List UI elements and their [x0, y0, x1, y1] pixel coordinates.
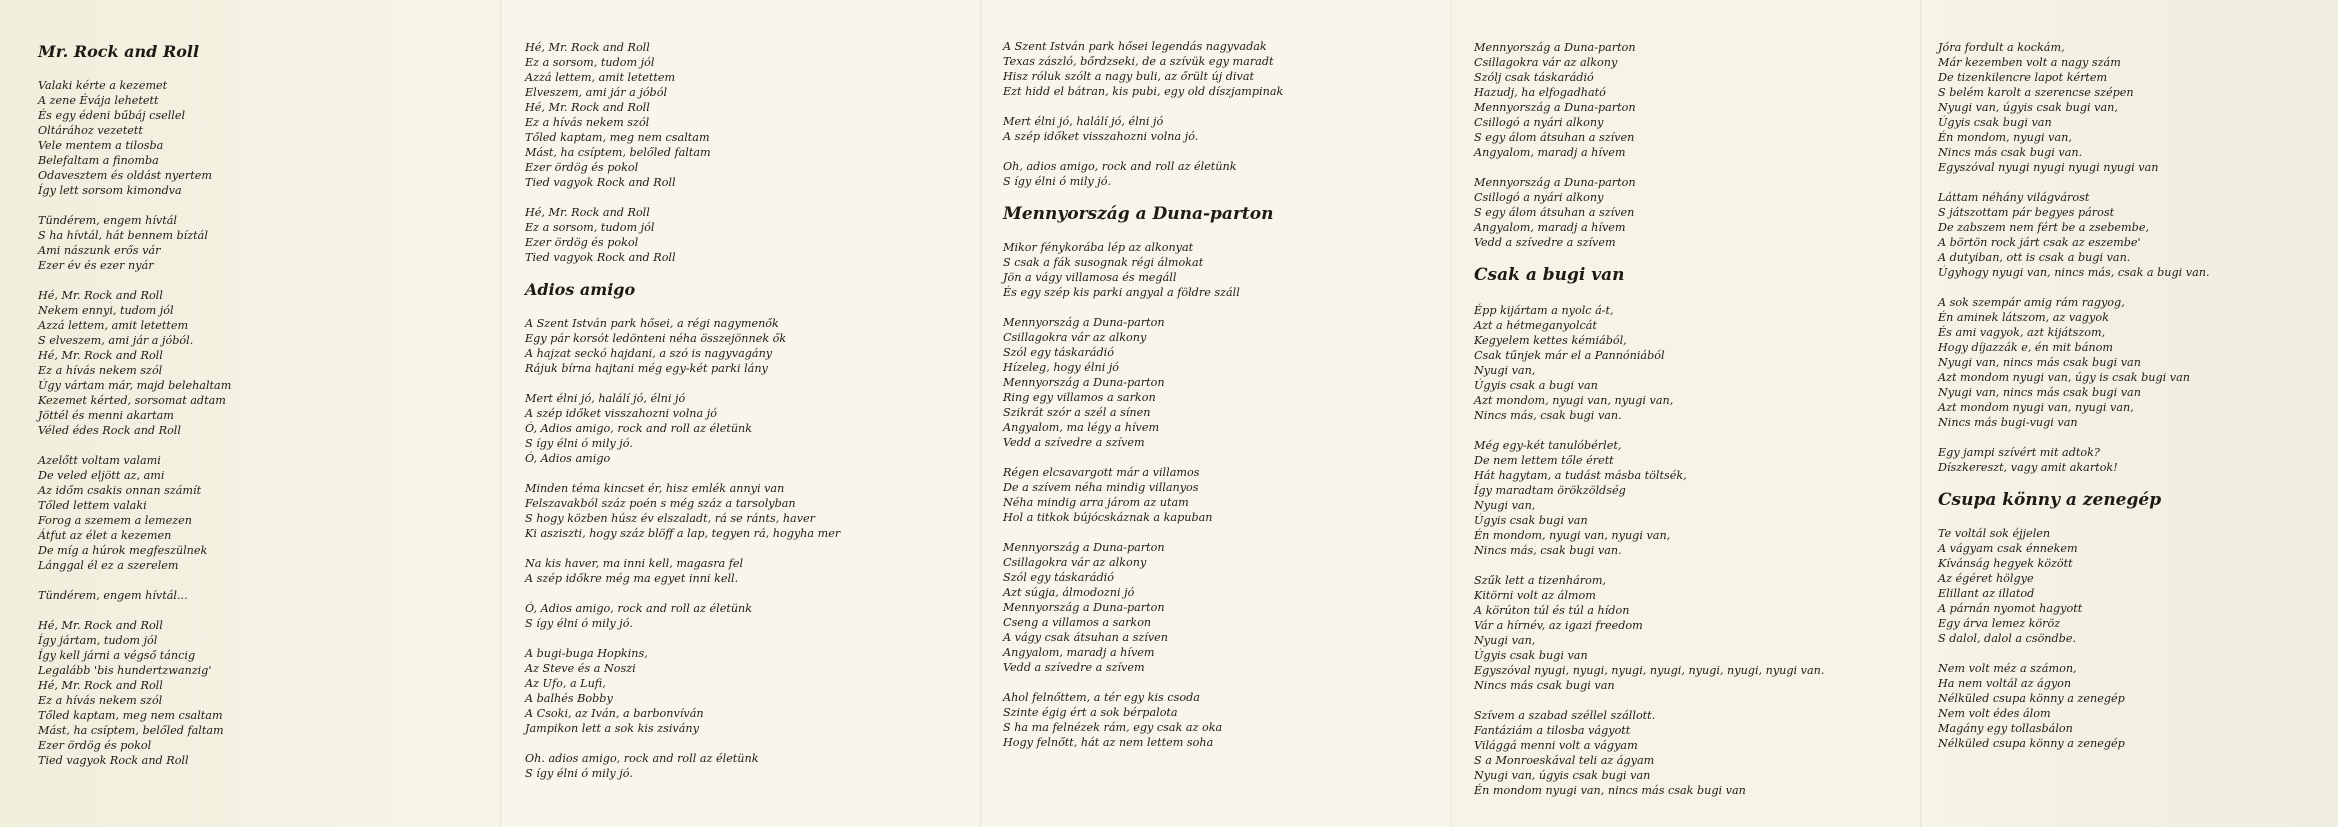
lyric-line: Véled édes Rock and Roll	[38, 424, 181, 437]
lyric-line: Nincs más csak bugi van	[1474, 679, 1615, 692]
lyric-line: Na kis haver, ma inni kell, magasra fel	[525, 557, 744, 570]
lyric-line: S így élni ó mily jó.	[525, 767, 633, 780]
lyric-line: És egy szép kis parki angyal a földre száll	[1003, 286, 1240, 299]
lyric-line: Csillagokra vár az alkony	[1474, 56, 1618, 69]
lyric-line: S így élni ó mily jó.	[525, 617, 633, 630]
lyric-line: Azt a hétmeganyolcát	[1474, 319, 1597, 332]
lyric-line: S ha ma felnézek rám, egy csak az oka	[1003, 721, 1223, 734]
lyric-line: S egy álom átsuhan a szíven	[1474, 131, 1635, 144]
lyric-line: Úgyis csak a bugi van	[1474, 379, 1598, 392]
lyric-line: Úgyhogy nyugi van, nincs más, csak a bugi van.	[1938, 266, 2210, 279]
stanza	[525, 205, 840, 265]
lyric-line: S a Monroeskával teli az ágyam	[1474, 754, 1655, 767]
lyric-line: Ez a hívás nekem szól	[38, 694, 163, 707]
stanza	[1003, 315, 1283, 450]
lyric-line: Hé, Mr. Rock and Roll	[525, 206, 650, 219]
lyric-line: Mennyország a Duna-parton	[1003, 376, 1165, 389]
lyric-line: Azt mondom nyugi van, nyugi van,	[1938, 401, 2134, 414]
stanza	[1474, 573, 1824, 693]
lyrics-block	[1938, 40, 2210, 475]
lyric-line: Fantáziám a tilosba vágyott	[1474, 724, 1631, 737]
lyric-line: A körúton túl és túl a hídon	[1474, 604, 1630, 617]
lyric-line: Hazudj, ha elfogadható	[1474, 86, 1606, 99]
column-5	[1938, 40, 2210, 766]
stanza	[1938, 526, 2210, 646]
lyric-line: Tündérem, engem hívtál...	[38, 589, 188, 602]
stanza	[38, 588, 231, 603]
lyric-line: Azt mondom nyugi van, úgy is csak bugi van	[1938, 371, 2190, 384]
lyric-line: A Szent István park hősei legendás nagyvadak	[1003, 40, 1267, 53]
stanza	[525, 646, 840, 736]
lyric-line: Azt súgja, álmodozni jó	[1003, 586, 1135, 599]
lyric-line: De a szívem néha mindig villanyos	[1003, 481, 1199, 494]
lyric-line: A börtön rock járt csak az eszembe'	[1938, 236, 2141, 249]
lyric-line: Vedd a szívedre a szívem	[1474, 236, 1616, 249]
lyric-line: Ring egy villamos a sarkon	[1003, 391, 1156, 404]
stanza	[1003, 465, 1283, 525]
lyric-line: Hol a titkok bújócskáznak a kapuban	[1003, 511, 1213, 524]
lyrics-block	[1474, 40, 1824, 250]
lyric-line: Nélküled csupa könny a zenegép	[1938, 692, 2125, 705]
stanza	[38, 213, 231, 273]
lyric-line: Nyugi van, nincs más csak bugi van	[1938, 356, 2141, 369]
lyric-line: Magány egy tollasbálon	[1938, 722, 2073, 735]
lyric-line: Azzá lettem, amit letettem	[525, 71, 676, 84]
lyric-line: Nem volt méz a számon,	[1938, 662, 2077, 675]
lyric-line: Nincs más csak bugi van.	[1938, 146, 2083, 159]
lyric-line: Így jártam, tudom jól	[38, 634, 158, 647]
lyric-line: Ez a hívás nekem szól	[525, 116, 650, 129]
column-1	[38, 42, 231, 783]
stanza	[1474, 438, 1824, 558]
lyric-line: Jóra fordult a kockám,	[1938, 41, 2065, 54]
lyric-line: Jöttél és menni akartam	[38, 409, 174, 422]
lyric-line: Nyugi van, úgyis csak bugi van	[1474, 769, 1651, 782]
lyric-line: Legalább 'bis hundertzwanzig'	[38, 664, 212, 677]
lyric-line: Tündérem, engem hívtál	[38, 214, 177, 227]
lyric-line: Díszkereszt, vagy amit akartok!	[1938, 461, 2118, 474]
lyric-line: Én mondom, nyugi van, nyugi van,	[1474, 529, 1671, 542]
lyric-line: Mert élni jó, halálí jó, élni jó	[1003, 115, 1164, 128]
lyric-line: Egy pár korsót ledönteni néha összejönnek ők	[525, 332, 787, 345]
lyric-line: Úgyis csak bugi van	[1474, 649, 1588, 662]
lyric-line: Tied vagyok Rock and Roll	[38, 754, 189, 767]
lyric-line: S belém karolt a szerencse szépen	[1938, 86, 2134, 99]
song-title-mr-rock-and-roll: Mr. Rock and Roll	[38, 42, 200, 61]
song-title-mennyorszag: Mennyország a Duna-parton	[1003, 204, 1274, 224]
lyric-line: Hé, Mr. Rock and Roll	[38, 679, 163, 692]
lyric-line: Angyalom, ma légy a hívem	[1003, 421, 1160, 434]
lyrics-block	[525, 316, 840, 781]
lyric-line: Mennyország a Duna-parton	[1474, 41, 1636, 54]
lyric-line: S így élni ó mily jó.	[1003, 175, 1111, 188]
stanza	[38, 453, 231, 573]
lyric-line: Hízeleg, hogy élni jó	[1003, 361, 1120, 374]
lyric-line: Ezer ördög és pokol	[38, 739, 152, 752]
lyric-line: A zene Évája lehetett	[38, 94, 159, 107]
lyric-line: De tizenkilencre lapot kértem	[1938, 71, 2108, 84]
lyric-line: S hogy közben húsz év elszaladt, rá se ránts, haver	[525, 512, 816, 525]
lyric-line: Valaki kérte a kezemet	[38, 79, 168, 92]
lyric-line: Szikrát szór a szél a sínen	[1003, 406, 1151, 419]
lyric-line: Én aminek látszom, az vagyok	[1938, 311, 2109, 324]
lyric-line: Az Steve és a Noszi	[525, 662, 636, 675]
lyric-line: Hé, Mr. Rock and Roll	[525, 41, 650, 54]
stanza	[1003, 240, 1283, 300]
lyric-line: Néha mindig arra járom az utam	[1003, 496, 1189, 509]
lyric-line: Nyugi van,	[1474, 499, 1536, 512]
lyric-line: Egy árva lemez köröz	[1938, 617, 2061, 630]
lyric-line: Angyalom, maradj a hívem	[1003, 646, 1155, 659]
lyric-line: Angyalom, maradj a hívem	[1474, 221, 1626, 234]
lyric-line: Vedd a szívedre a szívem	[1003, 661, 1145, 674]
lyric-line: Szinte égig ért a sok bérpalota	[1003, 706, 1178, 719]
lyrics-block	[1938, 526, 2210, 751]
stanza	[1474, 708, 1824, 798]
lyric-line: Ami nászunk erős vár	[38, 244, 161, 257]
lyric-line: Nekem ennyi, tudom jól	[38, 304, 174, 317]
lyric-line: Kezemet kérted, sorsomat adtam	[38, 394, 226, 407]
lyric-line: A bugi-buga Hopkins,	[525, 647, 648, 660]
lyric-line: Mert élni jó, halálí jó, élni jó	[525, 392, 686, 405]
lyric-line: Elveszem, ami jár a jóból	[525, 86, 668, 99]
lyric-line: Ha nem voltál az ágyon	[1938, 677, 2072, 690]
lyric-line: Szólj csak táskarádió	[1474, 71, 1594, 84]
column-3	[1003, 39, 1283, 765]
lyric-line: Nyugi van,	[1474, 634, 1536, 647]
lyric-line: Nyugi van,	[1474, 364, 1536, 377]
lyric-line: Ezer év és ezer nyár	[38, 259, 154, 272]
lyric-line: Hisz róluk szólt a nagy buli, az őrült új divat	[1003, 70, 1254, 83]
lyric-line: A Csoki, az Iván, a barbonvíván	[525, 707, 704, 720]
lyric-line: Úgyis csak bugi van	[1938, 116, 2052, 129]
stanza	[1938, 445, 2210, 475]
lyric-line: Kegyelem kettes kémiából,	[1474, 334, 1627, 347]
lyric-line: Tied vagyok Rock and Roll	[525, 176, 676, 189]
lyric-line: És egy édeni bűbáj csellel	[38, 109, 186, 122]
lyric-line: Úgyis csak bugi van	[1474, 514, 1588, 527]
lyric-line: Azt mondom, nyugi van, nyugi van,	[1474, 394, 1674, 407]
lyric-line: S egy álom átsuhan a szíven	[1474, 206, 1635, 219]
lyric-line: A szép időkre még ma egyet inni kell.	[525, 572, 739, 585]
lyric-line: Nem volt édes álom	[1938, 707, 2051, 720]
lyric-line: S csak a fák susognak régi álmokat	[1003, 256, 1204, 269]
lyric-line: A vágy csak átsuhan a szíven	[1003, 631, 1169, 644]
stanza	[1474, 175, 1824, 250]
lyric-line: Angyalom, maradj a hívem	[1474, 146, 1626, 159]
lyric-line: Ezer ördög és pokol	[525, 161, 639, 174]
lyric-line: Ó, Adios amigo	[525, 452, 611, 465]
lyric-line: Régen elcsavargott már a villamos	[1003, 466, 1200, 479]
lyric-line: Hé, Mr. Rock and Roll	[38, 619, 163, 632]
lyric-line: Szűk lett a tizenhárom,	[1474, 574, 1606, 587]
lyric-line: Szól egy táskarádió	[1003, 346, 1114, 359]
lyric-line: Jön a vágy villamosa és megáll	[1003, 271, 1177, 284]
lyric-line: Ez a sorsom, tudom jól	[525, 221, 655, 234]
lyric-line: Csillogó a nyári alkony	[1474, 191, 1604, 204]
lyric-line: Ahol felnőttem, a tér egy kis csoda	[1003, 691, 1200, 704]
lyric-line: Hé, Mr. Rock and Roll	[38, 289, 163, 302]
lyric-line: Ezt hidd el bátran, kis pubi, egy old díszjampinak	[1003, 85, 1284, 98]
lyric-line: A sok szempár amig rám ragyog,	[1938, 296, 2125, 309]
lyric-line: Mennyország a Duna-parton	[1474, 101, 1636, 114]
stanza	[1003, 114, 1283, 144]
lyric-line: Jampikon lett a sok kis zsivány	[525, 722, 699, 735]
lyric-line: Nyugi van, úgyis csak bugi van,	[1938, 101, 2118, 114]
stanza	[525, 601, 840, 631]
lyric-line: Csillagokra vár az alkony	[1003, 331, 1147, 344]
lyric-line: Tőled lettem valaki	[38, 499, 147, 512]
lyric-line: Vedd a szívedre a szívem	[1003, 436, 1145, 449]
lyric-line: Én mondom, nyugi van,	[1938, 131, 2072, 144]
lyric-line: Szól egy táskarádió	[1003, 571, 1114, 584]
lyric-line: Rájuk bírna hajtani még egy-két parki lány	[525, 362, 768, 375]
lyric-line: Oltárához vezetett	[38, 124, 143, 137]
lyric-line: Hogy felnőtt, hát az nem lettem soha	[1003, 736, 1214, 749]
lyric-line: A hajzat seckó hajdani, a szó is nagyvagány	[525, 347, 773, 360]
lyric-line: Vele mentem a tilosba	[38, 139, 164, 152]
lyric-line: Átfut az élet a kezemen	[38, 529, 172, 542]
lyric-line: Egy jampi szívért mit adtok?	[1938, 446, 2100, 459]
lyric-line: Az égéret hölgye	[1938, 572, 2034, 585]
stanza	[525, 556, 840, 586]
lyric-line: Nincs más bugi-vugi van	[1938, 416, 2078, 429]
lyric-line: Ez a sorsom, tudom jól	[525, 56, 655, 69]
stanza	[1474, 40, 1824, 160]
lyric-line: Kívánság hegyek között	[1938, 557, 2073, 570]
lyric-line: Tied vagyok Rock and Roll	[525, 251, 676, 264]
stanza	[525, 751, 840, 781]
lyric-line: De míg a húrok megfeszülnek	[38, 544, 208, 557]
lyric-line: Úgy vártam már, majd belehaltam	[38, 379, 232, 392]
lyric-line: Minden téma kincset ér, hisz emlék annyi van	[525, 482, 785, 495]
lyric-line: A párnán nyomot hagyott	[1938, 602, 2083, 615]
lyric-line: Csak tűnjek már el a Pannóniából	[1474, 349, 1665, 362]
lyric-line: Nincs más, csak bugi van.	[1474, 409, 1622, 422]
fold-line	[980, 0, 982, 827]
lyric-line: De veled eljött az, ami	[38, 469, 165, 482]
lyric-line: Belefaltam a finomba	[38, 154, 159, 167]
lyrics-block	[1003, 240, 1283, 750]
lyric-line: A szép időket visszahozni volna jó.	[1003, 130, 1199, 143]
lyric-line: Oh, adios amigo, rock and roll az életünk	[1003, 160, 1237, 173]
lyric-line: Nélküled csupa könny a zenegép	[1938, 737, 2125, 750]
lyric-line: Mennyország a Duna-parton	[1003, 541, 1165, 554]
song-title-csupa-konny: Csupa könny a zenegép	[1938, 490, 2162, 510]
lyric-line: Hé, Mr. Rock and Roll	[38, 349, 163, 362]
lyric-line: Texas zászló, bőrdzseki, de a szívük egy maradt	[1003, 55, 1274, 68]
stanza	[1938, 190, 2210, 280]
lyric-line: A Szent István park hősei, a régi nagymenők	[525, 317, 779, 330]
lyric-line: Te voltál sok éjjelen	[1938, 527, 2051, 540]
stanza	[1938, 295, 2210, 430]
song-title-csak-a-bugi-van: Csak a bugi van	[1474, 265, 1625, 285]
stanza	[525, 316, 840, 376]
lyric-line: Felszavakból száz poén s még száz a tarsolyban	[525, 497, 796, 510]
lyric-line: És ami vagyok, azt kijátszom,	[1938, 326, 2106, 339]
lyric-line: Mennyország a Duna-parton	[1474, 176, 1636, 189]
lyric-line: Már kezemben volt a nagy szám	[1938, 56, 2121, 69]
lyric-line: Világgá menni volt a vágyam	[1474, 739, 1638, 752]
lyric-line: S játszottam pár begyes párost	[1938, 206, 2115, 219]
lyric-line: Még egy-két tanulóbérlet,	[1474, 439, 1622, 452]
column-2	[525, 40, 840, 796]
lyric-line: S így élni ó mily jó.	[525, 437, 633, 450]
lyric-line: Nincs más, csak bugi van.	[1474, 544, 1622, 557]
lyric-line: Csillogó a nyári alkony	[1474, 116, 1604, 129]
lyric-line: A balhés Bobby	[525, 692, 613, 705]
lyric-line: Az időm csakis onnan számít	[38, 484, 202, 497]
lyric-line: Így maradtam örökzöldség	[1474, 484, 1626, 497]
lyric-line: Ó, Adios amigo, rock and roll az életünk	[525, 602, 753, 615]
lyric-line: Elillant az illatod	[1938, 587, 2035, 600]
lyric-line: Épp kijártam a nyolc á-t,	[1474, 304, 1614, 317]
stanza	[1938, 40, 2210, 175]
stanza	[1938, 661, 2210, 751]
lyric-line: Hé, Mr. Rock and Roll	[525, 101, 650, 114]
lyric-line: Mást, ha csíptem, belőled faltam	[525, 146, 711, 159]
lyric-line: De nem lettem tőle érett	[1474, 454, 1614, 467]
stanza	[38, 288, 231, 438]
column-4	[1474, 40, 1824, 813]
lyric-line: Azzá lettem, amit letettem	[38, 319, 189, 332]
lyric-line: Nyugi van, nincs más csak bugi van	[1938, 386, 2141, 399]
lyric-line: Mást, ha csíptem, belőled faltam	[38, 724, 224, 737]
lyric-line: Így lett sorsom kimondva	[38, 184, 182, 197]
lyric-line: Odavesztem és oldást nyertem	[38, 169, 212, 182]
lyric-line: Láttam néhány világvárost	[1938, 191, 2090, 204]
lyrics-block	[1003, 39, 1283, 189]
lyric-line: Mennyország a Duna-parton	[1003, 601, 1165, 614]
fold-line	[500, 0, 502, 827]
lyric-line: Az Ufo, a Lufi,	[525, 677, 606, 690]
stanza	[1003, 690, 1283, 750]
fold-line	[1920, 0, 1922, 827]
stanza	[38, 618, 231, 768]
lyrics-block	[38, 78, 231, 768]
lyric-line: Hogy díjazzák e, én mit bánom	[1938, 341, 2113, 354]
lyric-line: Egyszóval nyugi nyugi nyugi nyugi van	[1938, 161, 2159, 174]
stanza	[525, 40, 840, 190]
stanza	[525, 391, 840, 466]
lyrics-block	[525, 40, 840, 265]
stanza	[1003, 39, 1283, 99]
lyric-line: Ó, Adios amigo, rock and roll az életünk	[525, 422, 753, 435]
lyric-line: Szívem a szabad széllel szállott.	[1474, 709, 1656, 722]
lyric-line: Mikor fénykorába lép az alkonyat	[1003, 241, 1194, 254]
lyric-line: Lánggal él ez a szerelem	[38, 559, 179, 572]
song-title-adios-amigo: Adios amigo	[525, 280, 636, 299]
lyric-line: S dalol, dalol a csöndbe.	[1938, 632, 2077, 645]
fold-line	[1450, 0, 1452, 827]
lyrics-block	[1474, 303, 1824, 798]
lyric-line: Egyszóval nyugi, nyugi, nyugi, nyugi, nyugi, nyugi, nyugi van.	[1474, 664, 1825, 677]
lyric-line: De zabszem nem fért be a zsebembe,	[1938, 221, 2149, 234]
lyric-line: Hát hagytam, a tudást másba töltsék,	[1474, 469, 1687, 482]
lyric-line: Vár a hírnév, az igazi freedom	[1474, 619, 1643, 632]
lyric-line: Tőled kaptam, meg nem csaltam	[38, 709, 223, 722]
lyric-line: A vágyam csak énnekem	[1938, 542, 2078, 555]
lyric-line: Azelőtt voltam valami	[38, 454, 161, 467]
lyric-line: Oh. adios amigo, rock and roll az életünk	[525, 752, 759, 765]
stanza	[1474, 303, 1824, 423]
stanza	[1003, 159, 1283, 189]
lyric-line: Ez a hívás nekem szól	[38, 364, 163, 377]
lyric-line: S ha hívtál, hát bennem bíztál	[38, 229, 208, 242]
lyric-line: Ki asziszti, hogy száz blöff a lap, tegyen rá, hogyha mer	[525, 527, 841, 540]
lyric-line: A szép időket visszahozni volna jó	[525, 407, 717, 420]
stanza	[1003, 540, 1283, 675]
lyric-line: Forog a szemem a lemezen	[38, 514, 192, 527]
lyric-line: A dutyiban, ott is csak a bugi van.	[1938, 251, 2131, 264]
stanza	[525, 481, 840, 541]
lyric-line: Tőled kaptam, meg nem csaltam	[525, 131, 710, 144]
lyric-line: S elveszem, ami jár a jóból.	[38, 334, 194, 347]
lyric-line: Csillagokra vár az alkony	[1003, 556, 1147, 569]
lyric-line: Cseng a villamos a sarkon	[1003, 616, 1152, 629]
lyric-line: Én mondom nyugi van, nincs más csak bugi van	[1474, 784, 1746, 797]
stanza	[38, 78, 231, 198]
lyric-line: Mennyország a Duna-parton	[1003, 316, 1165, 329]
lyric-line: Kitörni volt az álmom	[1474, 589, 1596, 602]
lyric-line: Így kell járni a végső táncig	[38, 649, 196, 662]
lyric-line: Ezer ördög és pokol	[525, 236, 639, 249]
